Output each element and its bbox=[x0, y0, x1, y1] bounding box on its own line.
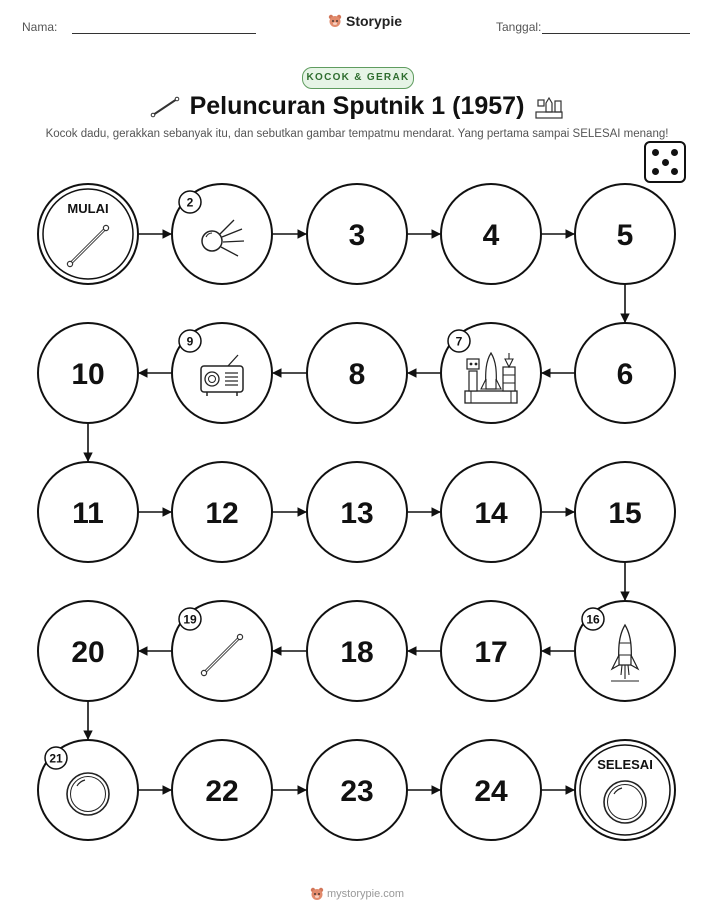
space-number: 14 bbox=[474, 497, 508, 530]
board-space-18[interactable] bbox=[307, 601, 407, 701]
space-number: 16 bbox=[586, 612, 600, 627]
board-space-23[interactable] bbox=[307, 740, 407, 840]
date-label: Tanggal: bbox=[496, 20, 542, 34]
board-space-19[interactable] bbox=[172, 601, 272, 701]
board-space-17[interactable] bbox=[441, 601, 541, 701]
space-number: 13 bbox=[340, 497, 374, 530]
board-space-3[interactable] bbox=[307, 184, 407, 284]
space-circle bbox=[38, 184, 138, 284]
start-space[interactable] bbox=[38, 184, 138, 284]
space-number: 12 bbox=[205, 497, 239, 530]
board-space-12[interactable] bbox=[172, 462, 272, 562]
title-text: Peluncuran Sputnik 1 (1957) bbox=[189, 92, 525, 120]
game-type-badge: KOCOK & GERAK bbox=[302, 67, 414, 89]
footer-site: mystorypie.com bbox=[327, 887, 405, 900]
board-space-22[interactable] bbox=[172, 740, 272, 840]
board-space-2[interactable] bbox=[172, 184, 272, 284]
board-space-8[interactable] bbox=[307, 323, 407, 423]
space-number: 4 bbox=[482, 219, 500, 252]
space-number: 2 bbox=[186, 195, 194, 210]
space-number: 17 bbox=[474, 636, 508, 669]
board-space-7[interactable] bbox=[441, 323, 541, 423]
start-label: MULAI bbox=[67, 201, 109, 216]
brand-name: Storypie bbox=[346, 13, 403, 29]
board-space-24[interactable] bbox=[441, 740, 541, 840]
board-space-10[interactable] bbox=[38, 323, 138, 423]
board-space-4[interactable] bbox=[441, 184, 541, 284]
space-number: 5 bbox=[616, 219, 634, 252]
space-number: 3 bbox=[348, 219, 366, 252]
space-number: 9 bbox=[186, 334, 194, 349]
board-space-13[interactable] bbox=[307, 462, 407, 562]
space-number: 21 bbox=[49, 751, 63, 766]
finish-label: SELESAI bbox=[597, 757, 653, 772]
space-number: 8 bbox=[348, 358, 366, 391]
board-space-5[interactable] bbox=[575, 184, 675, 284]
space-number: 19 bbox=[183, 612, 197, 627]
instructions: Kocok dadu, gerakkan sebanyak itu, dan sebutkan gambar tempatmu mendarat. Yang pertama sampai SELESAI menang! bbox=[45, 128, 669, 140]
footer bbox=[0, 887, 714, 901]
board-space-20[interactable] bbox=[38, 601, 138, 701]
board-space-6[interactable] bbox=[575, 323, 675, 423]
space-number: 24 bbox=[474, 775, 508, 808]
name-label: Nama: bbox=[22, 20, 58, 34]
board-space-9[interactable] bbox=[172, 323, 272, 423]
sphere-icon bbox=[67, 773, 109, 815]
space-number: 6 bbox=[616, 358, 634, 391]
sphere-icon bbox=[604, 781, 646, 823]
space-number: 7 bbox=[455, 334, 463, 349]
board-space-15[interactable] bbox=[575, 462, 675, 562]
space-number: 18 bbox=[340, 636, 374, 669]
finish-space[interactable] bbox=[575, 740, 675, 840]
board-space-11[interactable] bbox=[38, 462, 138, 562]
space-number: 11 bbox=[72, 497, 104, 530]
space-number: 10 bbox=[71, 358, 105, 391]
space-number: 23 bbox=[340, 775, 374, 808]
board-space-16[interactable] bbox=[575, 601, 675, 701]
board-space-21[interactable] bbox=[38, 740, 138, 840]
space-number: 20 bbox=[71, 636, 105, 669]
rocket-lab-icon bbox=[465, 353, 517, 403]
board-space-14[interactable] bbox=[441, 462, 541, 562]
space-number: 15 bbox=[608, 497, 642, 530]
bear-icon bbox=[310, 887, 324, 901]
space-number: 22 bbox=[205, 775, 239, 808]
